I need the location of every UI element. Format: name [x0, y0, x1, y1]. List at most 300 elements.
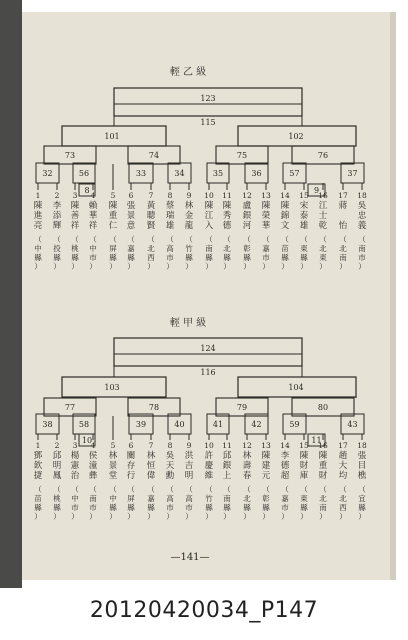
- player-name-char: 江: [204, 211, 214, 221]
- player-number: 8: [167, 191, 173, 200]
- player-name-char: 蔡: [165, 201, 175, 211]
- player-entry: [280, 191, 290, 271]
- player-team-char: ）: [185, 262, 193, 271]
- player-team-char: 縣: [109, 253, 117, 262]
- player-team-char: 苗: [34, 494, 42, 503]
- player-name-char: 忠: [357, 211, 367, 221]
- player-team-char: 縣: [185, 253, 193, 262]
- player-name-char: 楊: [70, 451, 80, 461]
- match-number: 58: [78, 420, 90, 429]
- match-number: 75: [236, 151, 248, 160]
- player-entry: [127, 191, 136, 271]
- player-team-char: （: [243, 235, 251, 244]
- match-number: 39: [135, 420, 147, 429]
- player-team-char: ）: [147, 512, 155, 521]
- player-name-char: 宋: [299, 201, 309, 211]
- player-team-char: 彰: [262, 494, 270, 503]
- player-name-char: 怡: [338, 221, 348, 231]
- player-number: 4: [90, 191, 96, 200]
- player-entry: [89, 441, 98, 521]
- player-team-char: （: [34, 235, 42, 244]
- match-number: 103: [104, 383, 120, 392]
- player-team-char: ）: [109, 512, 117, 521]
- player-team-char: 縣: [358, 503, 366, 512]
- player-team-char: ）: [281, 512, 289, 521]
- player-name-char: 欽: [33, 461, 43, 471]
- player-name-char: 士: [318, 211, 328, 221]
- player-number: 13: [261, 441, 271, 450]
- player-name-char: 陳: [204, 201, 214, 211]
- player-team-char: 嘉: [262, 244, 270, 253]
- player-team-char: 縣: [262, 503, 270, 512]
- player-name-char: 洪: [184, 451, 194, 461]
- player-name-char: 財: [318, 471, 328, 481]
- match-number: 74: [148, 151, 160, 160]
- player-entry: [185, 191, 194, 271]
- player-name-char: 行: [126, 471, 136, 481]
- match-number: 41: [212, 420, 224, 429]
- match-number: 79: [236, 403, 248, 412]
- player-name-char: 蔣: [338, 201, 348, 211]
- player-name-char: 庫: [299, 471, 309, 481]
- player-team-char: ）: [358, 262, 366, 271]
- player-number: 18: [357, 191, 367, 200]
- player-name-char: 治: [70, 471, 80, 481]
- match-number: 124: [200, 344, 216, 353]
- player-number: 5: [110, 441, 116, 450]
- player-team-char: 西: [339, 503, 347, 512]
- player-team-char: （: [89, 235, 97, 244]
- player-name-char: 仁: [108, 221, 118, 231]
- player-number: 15: [299, 441, 309, 450]
- player-number: 3: [72, 191, 78, 200]
- player-name-char: 善: [70, 211, 80, 221]
- player-name-char: 明: [52, 461, 62, 471]
- player-team-char: ）: [147, 262, 155, 271]
- player-name-char: 重: [108, 211, 118, 221]
- player-team-char: （: [89, 485, 97, 494]
- match-number: 33: [135, 169, 147, 178]
- player-team-char: 西: [147, 253, 155, 262]
- player-name-char: 吉: [184, 461, 194, 471]
- player-team-char: ）: [262, 512, 270, 521]
- player-number: 11: [222, 441, 232, 450]
- player-name-char: 邱: [52, 451, 62, 461]
- player-team-char: （: [262, 235, 270, 244]
- player-name-char: 入: [204, 221, 214, 231]
- player-team-char: ）: [127, 512, 135, 521]
- player-name-char: 林: [146, 451, 156, 461]
- player-number: 9: [186, 191, 192, 200]
- player-team-char: （: [300, 485, 308, 494]
- player-team-char: 縣: [223, 503, 231, 512]
- match-number: 57: [289, 169, 300, 178]
- player-entry: [166, 441, 175, 521]
- player-team-char: （: [223, 235, 231, 244]
- player-name-char: 大: [338, 461, 348, 471]
- player-name-char: 義: [357, 221, 367, 231]
- player-name-char: 邱: [222, 451, 232, 461]
- player-team-char: 市: [166, 253, 174, 262]
- player-name-char: 秀: [222, 211, 232, 221]
- player-name-char: 河: [242, 221, 252, 231]
- player-team-char: （: [223, 485, 231, 494]
- player-team-char: （: [319, 485, 327, 494]
- match-number: 10: [81, 436, 93, 445]
- player-name-char: 陳: [33, 201, 43, 211]
- player-number: 12: [242, 191, 252, 200]
- player-name-char: 瑞: [165, 211, 175, 221]
- player-name-char: 雄: [299, 221, 309, 231]
- match-number: 38: [42, 420, 53, 429]
- player-team-char: ）: [358, 512, 366, 521]
- player-name-char: 上: [222, 471, 232, 481]
- player-name-char: 陳: [280, 201, 290, 211]
- player-team-char: 高: [166, 244, 174, 253]
- player-name-char: 元: [261, 471, 271, 481]
- player-team-char: 東: [300, 244, 308, 253]
- player-team-char: ）: [89, 262, 97, 271]
- player-team-char: 苗: [281, 244, 289, 253]
- player-team-char: ）: [262, 262, 270, 271]
- player-name-char: 陳: [261, 451, 271, 461]
- player-number: 17: [338, 191, 348, 200]
- player-team-char: 中: [109, 494, 117, 503]
- player-entry: [261, 441, 271, 521]
- player-team-char: ）: [281, 262, 289, 271]
- player-team-char: 縣: [205, 503, 213, 512]
- player-name-char: 文: [280, 221, 290, 231]
- player-team-char: 縣: [205, 253, 213, 262]
- player-name-char: 鄧: [33, 451, 43, 461]
- player-name-char: 賴: [88, 201, 98, 211]
- player-number: 2: [54, 191, 60, 200]
- player-name-char: 亮: [33, 221, 43, 231]
- player-entry: [357, 441, 367, 521]
- player-team-char: 南: [89, 494, 97, 503]
- match-number: 59: [289, 420, 300, 429]
- player-entry: [53, 191, 62, 271]
- player-entry: [109, 191, 118, 271]
- player-team-char: 縣: [223, 253, 231, 262]
- player-team-char: 投: [53, 244, 61, 253]
- player-team-char: 縣: [127, 253, 135, 262]
- player-entry: [204, 191, 214, 271]
- match-number: 37: [347, 169, 358, 178]
- player-number: 5: [110, 191, 116, 200]
- player-team-char: （: [71, 485, 79, 494]
- player-name-char: 陳: [70, 201, 80, 211]
- player-name-char: 陳: [318, 451, 328, 461]
- player-entry: [166, 191, 175, 271]
- player-name-char: 景: [108, 461, 118, 471]
- player-team-char: （: [127, 235, 135, 244]
- player-team-char: ）: [243, 262, 251, 271]
- player-team-char: （: [281, 235, 289, 244]
- match-number: 80: [317, 403, 329, 412]
- player-team-char: 竹: [205, 494, 213, 503]
- player-team-char: （: [262, 485, 270, 494]
- player-team-char: 彰: [243, 244, 251, 253]
- match-number: 9: [313, 186, 320, 195]
- player-name-char: 張: [357, 451, 367, 461]
- player-name-char: 賢: [146, 221, 156, 231]
- player-team-char: （: [166, 485, 174, 494]
- player-name-char: 許: [204, 451, 214, 461]
- player-entry: [280, 441, 290, 521]
- player-team-char: 東: [300, 494, 308, 503]
- player-team-char: ）: [185, 512, 193, 521]
- player-entry: [71, 191, 80, 271]
- player-team-char: 南: [339, 253, 347, 262]
- match-number: 77: [64, 403, 76, 412]
- player-number: 3: [72, 441, 78, 450]
- player-name-char: 進: [33, 211, 43, 221]
- player-name-char: 德: [280, 461, 290, 471]
- player-name-char: 趙: [338, 451, 348, 461]
- player-name-char: 江: [318, 201, 328, 211]
- player-team-char: ）: [319, 262, 327, 271]
- player-team-char: ）: [339, 512, 347, 521]
- player-name-char: 春: [242, 471, 252, 481]
- player-entry: [71, 441, 80, 521]
- player-entry: [185, 441, 194, 521]
- player-number: 4: [90, 441, 96, 450]
- player-entry: [222, 191, 232, 271]
- player-team-char: 北: [339, 494, 347, 503]
- player-name-char: 存: [126, 461, 136, 471]
- player-team-char: （: [53, 485, 61, 494]
- player-name-char: 陳: [222, 201, 232, 211]
- player-team-char: 嘉: [127, 244, 135, 253]
- player-name-char: 華: [88, 211, 98, 221]
- player-team-char: （: [358, 485, 366, 494]
- player-team-char: ）: [166, 512, 174, 521]
- player-entry: [318, 191, 328, 271]
- image-id-caption: 20120420034_P147: [89, 598, 319, 623]
- player-team-char: （: [109, 235, 117, 244]
- player-name-char: 輝: [52, 221, 62, 231]
- player-name-char: 恒: [146, 461, 156, 471]
- match-number: 101: [104, 132, 120, 141]
- player-entry: [89, 191, 98, 271]
- player-name-char: 陳: [261, 201, 271, 211]
- player-team-char: 縣: [127, 503, 135, 512]
- player-team-char: 縣: [243, 503, 251, 512]
- player-name-char: 祥: [70, 221, 80, 231]
- player-entry: [338, 191, 348, 271]
- player-team-char: 縣: [243, 253, 251, 262]
- player-team-char: 縣: [34, 253, 42, 262]
- player-entry: [242, 441, 252, 521]
- player-team-char: ）: [89, 512, 97, 521]
- player-team-char: 屏: [127, 494, 135, 503]
- player-team-char: 縣: [71, 253, 79, 262]
- player-name-char: 林: [108, 451, 118, 461]
- player-team-char: 縣: [281, 253, 289, 262]
- player-team-char: （: [34, 485, 42, 494]
- player-team-char: （: [205, 485, 213, 494]
- player-number: 7: [148, 191, 154, 200]
- player-team-char: （: [243, 485, 251, 494]
- player-team-char: ）: [319, 512, 327, 521]
- player-name-char: 德: [222, 221, 232, 231]
- player-team-char: 縣: [53, 503, 61, 512]
- player-team-char: 縣: [147, 503, 155, 512]
- player-team-char: ）: [205, 262, 213, 271]
- player-team-char: 南: [358, 244, 366, 253]
- player-name-char: 侯: [88, 451, 98, 461]
- player-team-char: （: [281, 485, 289, 494]
- player-entry: [261, 191, 271, 271]
- player-team-char: 市: [262, 253, 270, 262]
- player-team-char: 北: [243, 494, 251, 503]
- player-name-char: 維: [204, 471, 214, 481]
- player-team-char: 屏: [109, 244, 117, 253]
- player-number: 1: [35, 441, 41, 450]
- player-name-char: 財: [299, 461, 309, 471]
- player-team-char: 北: [147, 244, 155, 253]
- player-name-char: 李: [52, 201, 62, 211]
- player-team-char: （: [339, 485, 347, 494]
- player-team-char: ）: [53, 512, 61, 521]
- page-number: —141—: [170, 552, 210, 563]
- player-name-char: 捷: [33, 471, 43, 481]
- player-number: 12: [242, 441, 252, 450]
- player-name-char: 偉: [146, 471, 156, 481]
- player-number: 13: [261, 191, 271, 200]
- match-number: 78: [148, 403, 160, 412]
- player-number: 8: [167, 441, 173, 450]
- player-team-char: ）: [127, 262, 135, 271]
- player-team-char: ）: [34, 262, 42, 271]
- player-name-char: 盧: [242, 201, 252, 211]
- player-team-char: 中: [34, 244, 42, 253]
- player-team-char: （: [300, 235, 308, 244]
- player-entry: [242, 191, 252, 271]
- player-team-char: 縣: [300, 503, 308, 512]
- tournament-bracket: [34, 65, 367, 271]
- player-name-char: 陳: [299, 451, 309, 461]
- player-team-char: 市: [89, 253, 97, 262]
- player-name-char: 銀: [222, 461, 232, 471]
- player-team-char: 南: [205, 244, 213, 253]
- player-name-char: 雄: [165, 221, 175, 231]
- match-number: 35: [212, 169, 224, 178]
- player-team-char: （: [127, 485, 135, 494]
- player-number: 16: [318, 191, 328, 200]
- player-team-char: ）: [166, 262, 174, 271]
- player-number: 6: [128, 441, 134, 450]
- player-team-char: （: [71, 235, 79, 244]
- player-team-char: ）: [71, 512, 79, 521]
- player-team-char: 北: [319, 494, 327, 503]
- player-team-char: 桃: [71, 244, 79, 253]
- match-number: 40: [174, 420, 185, 429]
- player-name-char: 祥: [88, 221, 98, 231]
- player-entry: [34, 191, 43, 271]
- player-entry: [338, 441, 348, 521]
- player-name-char: 榮: [261, 211, 271, 221]
- player-name-char: 景: [126, 211, 136, 221]
- player-team-char: 市: [358, 253, 366, 262]
- match-number: 102: [288, 132, 304, 141]
- bracket-title: 輕 甲 級: [169, 318, 207, 329]
- player-name-char: 目: [357, 461, 367, 471]
- player-team-char: 縣: [109, 503, 117, 512]
- player-name-char: 吳: [165, 451, 175, 461]
- match-number: 104: [288, 383, 304, 392]
- match-number: 76: [317, 151, 329, 160]
- player-team-char: 嘉: [147, 494, 155, 503]
- player-team-char: ）: [34, 512, 42, 521]
- player-team-char: （: [53, 235, 61, 244]
- player-number: 14: [280, 191, 290, 200]
- player-team-char: 嘉: [281, 494, 289, 503]
- player-number: 7: [148, 441, 154, 450]
- player-team-char: （: [185, 235, 193, 244]
- player-team-char: ）: [53, 262, 61, 271]
- player-team-char: 北: [319, 244, 327, 253]
- player-name-char: 張: [126, 201, 136, 211]
- match-number: 43: [347, 420, 358, 429]
- player-name-char: 彝: [88, 471, 98, 481]
- player-team-char: 縣: [53, 253, 61, 262]
- player-name-char: 華: [261, 221, 271, 231]
- player-name-char: 慶: [204, 461, 214, 471]
- player-team-char: 北: [223, 244, 231, 253]
- player-number: 15: [299, 191, 309, 200]
- player-number: 2: [54, 441, 60, 450]
- player-team-char: （: [339, 235, 347, 244]
- match-number: 32: [42, 169, 53, 178]
- player-entry: [147, 441, 156, 521]
- player-team-char: 南: [223, 494, 231, 503]
- player-name-char: 均: [338, 471, 348, 481]
- player-name-char: 意: [126, 221, 136, 231]
- player-team-char: ）: [71, 262, 79, 271]
- player-name-char: 添: [52, 211, 62, 221]
- match-number: 115: [200, 118, 216, 127]
- bracket-title: 輕 乙 級: [169, 67, 207, 78]
- player-team-char: 市: [185, 503, 193, 512]
- player-number: 17: [338, 441, 348, 450]
- player-team-char: ）: [339, 262, 347, 271]
- player-entry: [299, 441, 309, 521]
- match-number: 116: [200, 368, 216, 377]
- player-team-char: 市: [166, 503, 174, 512]
- player-entry: [318, 441, 328, 521]
- player-team-char: 市: [89, 503, 97, 512]
- player-name-char: 銀: [242, 211, 252, 221]
- player-team-char: 宜: [358, 494, 366, 503]
- match-number: 36: [251, 169, 262, 178]
- player-name-char: 樵: [357, 471, 367, 481]
- player-name-char: 鳳: [52, 471, 62, 481]
- player-name-char: 關: [126, 451, 136, 461]
- player-team-char: 中: [71, 494, 79, 503]
- player-team-char: ）: [223, 262, 231, 271]
- player-name-char: 吳: [357, 201, 367, 211]
- player-team-char: 桃: [53, 494, 61, 503]
- player-team-char: （: [147, 235, 155, 244]
- player-name-char: [339, 211, 348, 221]
- player-name-char: 聰: [146, 211, 156, 221]
- player-team-char: 縣: [34, 503, 42, 512]
- match-number: 34: [174, 169, 185, 178]
- player-team-char: 市: [71, 503, 79, 512]
- match-number: 8: [84, 186, 90, 195]
